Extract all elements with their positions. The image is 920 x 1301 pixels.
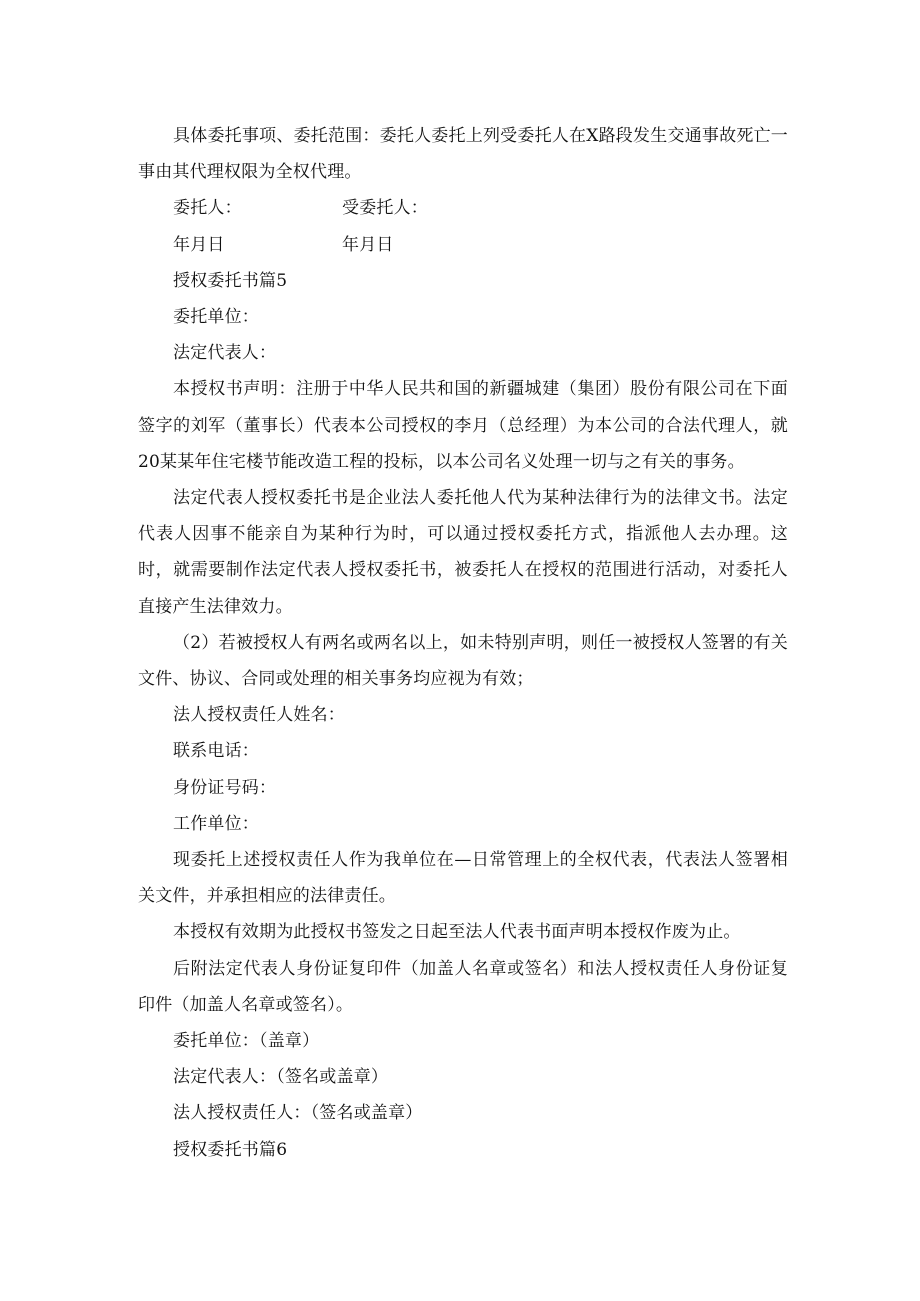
- field-legal-representative: 法定代表人：: [173, 343, 277, 364]
- field-work-unit: 工作单位：: [173, 813, 259, 834]
- field-entrusting-unit: 委托单位：: [173, 307, 259, 328]
- agent-label: 受委托人：: [342, 198, 428, 219]
- signature-row-dates: [138, 227, 788, 263]
- paragraph-validity: 本授权有效期为此授权书签发之日起至法人代表书面声明本授权作废为止。: [173, 922, 741, 943]
- principal-date: 年月日: [173, 234, 225, 255]
- field-id-number: 身份证号码：: [173, 777, 277, 798]
- paragraph-definition: 法定代表人授权委托书是企业法人委托他人代为某种法律行为的法律文书。法定代表人因事不能亲自为某种行为时，可以通过授权委托方式，指派他人去办理。这时，就需要制作法定代表人授权委托书，被委托人在授权的范围进行活动，对委托人直接产生法律效力。: [138, 488, 788, 617]
- field-contact-phone: 联系电话：: [173, 741, 259, 762]
- paragraph-entrusted-matters: 具体委托事项、委托范围：委托人委托上列受委托人在X路段发生交通事故死亡一事由其代理权限为全权代理。: [138, 126, 788, 183]
- principal-label: 委托人：: [173, 198, 242, 219]
- section-heading-6: 授权委托书篇6: [173, 1139, 288, 1160]
- paragraph-declaration: 本授权书声明：注册于中华人民共和国的新疆城建（集团）股份有限公司在下面签字的刘军（董事长）代表本公司授权的李月（总经理）为本公司的合法代理人，就20某某年住宅楼节能改造工程的投标，以本公司名义处理一切与之有关的事务。: [138, 379, 788, 472]
- agent-date: 年月日: [342, 234, 394, 255]
- paragraph-multiple-agents: （2）若被授权人有两名或两名以上，如未特别声明，则任一被授权人签署的有关文件、协议、合同或处理的相关事务均应视为有效；: [138, 632, 788, 690]
- field-legal-representative-signature: 法定代表人：（签名或盖章）: [173, 1067, 389, 1088]
- signature-row-parties: [138, 190, 788, 226]
- paragraph-appointment: 现委托上述授权责任人作为我单位在—日常管理上的全权代表，代表法人签署相关文件，并承担相应的法律责任。: [138, 850, 788, 907]
- field-responsible-person-signature: 法人授权责任人：（签名或盖章）: [173, 1103, 423, 1124]
- document-body: [138, 118, 788, 1168]
- field-responsible-person-name: 法人授权责任人姓名：: [173, 705, 345, 726]
- field-entrusting-unit-seal: 委托单位：（盖章）: [173, 1031, 320, 1052]
- paragraph-attachments: 后附法定代表人身份证复印件（加盖人名章或签名）和法人授权责任人身份证复印件（加盖人名章或签名）。: [138, 958, 788, 1015]
- section-heading-5: 授权委托书篇5: [173, 270, 288, 291]
